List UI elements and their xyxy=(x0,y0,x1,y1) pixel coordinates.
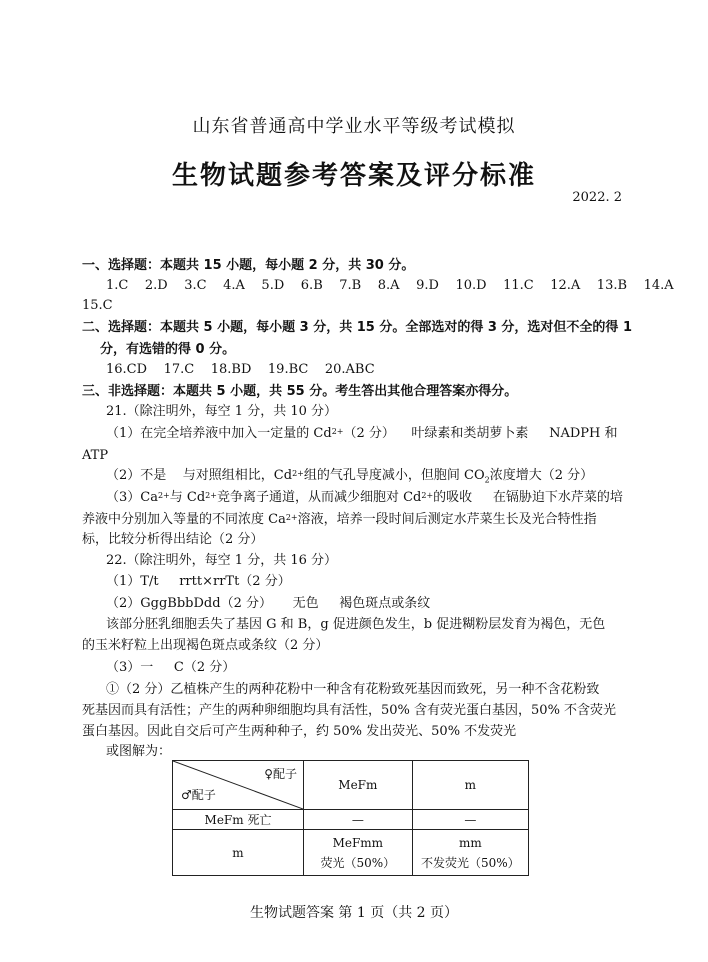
q21-part3-end: 标，比较分析得出结论（2 分） xyxy=(82,532,264,547)
section-2-answers: 16.CD 17.C 18.BD 19.BC 20.ABC xyxy=(106,362,375,377)
punnett-col-header-1: MeFm xyxy=(304,761,413,810)
punnett-cell-2-2: mm 不发荧光（50%） xyxy=(412,830,528,876)
punnett-row-header-1: MeFm 死亡 xyxy=(173,810,304,830)
q21-part3: $(3)Ca^{2+}$与 $Cd^{2+}$竞争离子通道，从而减少细胞对 $Cd^{2+}$的吸收 在镉胁迫下水芹菜的培 xyxy=(106,490,623,505)
punnett-cell-1-1: — xyxy=(304,810,413,830)
section-3-heading: 三、非选择题：本题共 5 小题，共 55 分。考生答出其他合理答案亦得分。 xyxy=(82,384,518,399)
female-gamete-label: ♀配子 xyxy=(264,767,297,781)
male-gamete-label: ♂配子 xyxy=(181,788,216,802)
section-2-heading-cont: 分，有选错的得 0 分。 xyxy=(100,342,236,357)
q22-part2-explain-cont: 的玉米籽粒上出现褐色斑点或条纹（2 分） xyxy=(82,638,329,653)
q21-part1-cont: ATP xyxy=(82,448,109,463)
section-1-heading: 一、选择题：本题共 15 小题，每小题 2 分，共 30 分。 xyxy=(82,258,415,273)
q22-part3-explain-3: 蛋白基因。因此自交后可产生两种种子，约 50% 发出荧光、50% 不发荧光 xyxy=(82,724,517,739)
punnett-table xyxy=(172,760,529,876)
section-1-answers-cont: 15.C xyxy=(82,298,113,313)
exam-date: 2022. 2 xyxy=(572,190,622,205)
page-footer: 生物试题答案 第 1 页（共 2 页） xyxy=(249,905,459,921)
section-2-heading: 二、选择题：本题共 5 小题，每小题 3 分，共 15 分。全部选对的得 3 分，选对但不全的得 1 xyxy=(82,320,633,335)
q21-part2: （2）不是 与对照组相比，$Cd^{2+}$组的气孔导度减小，但胞间 $CO_2$浓度增大（2 分） xyxy=(106,468,594,485)
q22-part3-explain-2: 死基因而具有活性；产生的两种卵细胞均具有活性，50% 含有荧光蛋白基因，50% 不含荧光 xyxy=(82,703,617,718)
diagram-intro: 或图解为： xyxy=(106,744,172,759)
page-title: 生物试题参考答案及评分标准 xyxy=(171,161,536,191)
q22-intro: 22.（除注明外，每空 1 分，共 16 分） xyxy=(106,553,338,568)
q22-part3: （3）一 C（2 分） xyxy=(106,660,236,675)
q21-part3-cont: 养液中分别加入等量的不同浓度 $Ca^{2+}$溶液，培养一段时间后测定水芹菜生长及光合特性指 xyxy=(82,512,597,527)
q22-part2-explain: 该部分胚乳细胞丢失了基因 G 和 B，g 促进颜色发生，b 促进糊粉层发育为褐色，无色 xyxy=(106,617,606,632)
punnett-row-header-2: m xyxy=(173,830,304,876)
punnett-cell-1-2: — xyxy=(412,810,528,830)
section-1-answers: 1.C 2.D 3.C 4.A 5.D 6.B 7.B 8.A 9.D 10.D 11.C 12.A 13.B 14.A xyxy=(106,278,674,293)
punnett-col-header-2: m xyxy=(412,761,528,810)
q22-part1: （1）T/t rrtt×rrTt（2 分） xyxy=(106,574,291,589)
punnett-cell-2-1: MeFmm 荧光（50%） xyxy=(304,830,413,876)
q21-part1: （1）在完全培养液中加入一定量的 $Cd^{2+}(2$ 分） 叶绿素和类胡萝卜素 NADPH 和 xyxy=(106,426,618,441)
exam-subtitle: 山东省普通高中学业水平等级考试模拟 xyxy=(192,116,516,137)
q21-intro: 21.（除注明外，每空 1 分，共 10 分） xyxy=(106,404,338,419)
q22-part2: （2）GggBbbDdd（2 分） 无色 褐色斑点或条纹 xyxy=(106,596,431,611)
punnett-corner-cell xyxy=(173,761,304,810)
q22-part3-explain: ①（2 分）乙植株产生的两种花粉中一种含有花粉致死基因而致死，另一种不含花粉致 xyxy=(106,682,600,697)
